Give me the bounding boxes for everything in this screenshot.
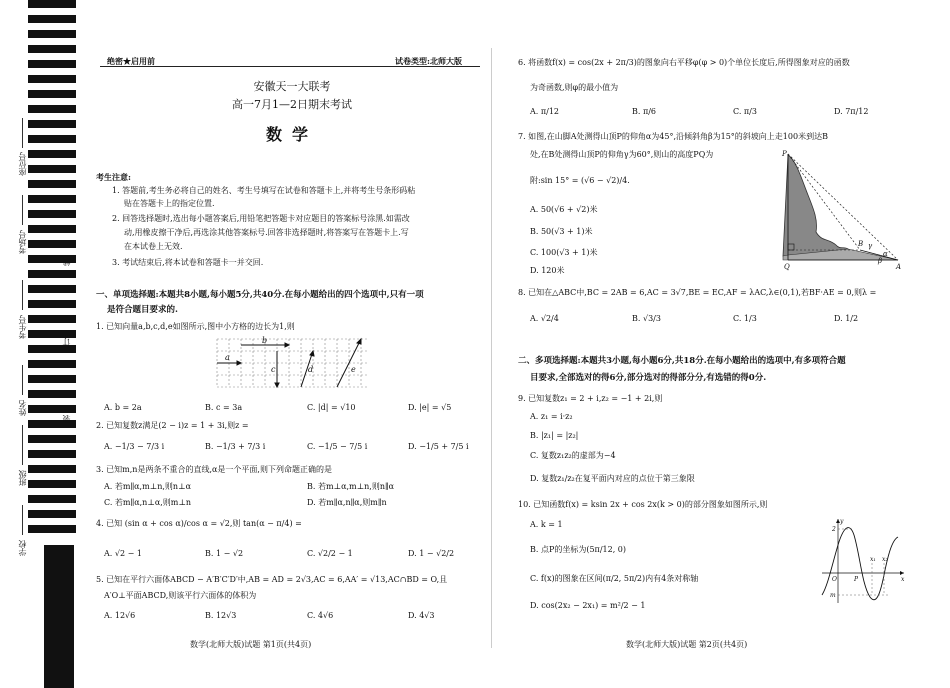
secret-mark: 绝密★启用前: [107, 56, 155, 66]
exam-no-label: 考生号: [18, 315, 27, 339]
q10-option-c: C. f(x)的图象在区间(π/2, 5π/2)内有4条对称轴: [530, 574, 699, 583]
mountain-figure: [778, 150, 906, 272]
vector-c-label: c: [271, 365, 276, 374]
notice-line: 动,用橡皮擦干净后,再选涂其他答案标号.回答非选择题时,将答案写在答题卡上.写: [124, 228, 409, 237]
section2-heading-cont: 目要求,全部选对的得6分,部分选对的得部分分,有选错的得0分.: [530, 373, 767, 383]
point-p-graph-label: P: [854, 576, 859, 583]
q1-vector-grid: [212, 334, 372, 400]
notice-line: 3. 考试结束后,将本试卷和答题卡一并交回.: [112, 258, 264, 267]
q7-hint: 附:sin 15° = (√6 − √2)/4.: [530, 176, 630, 185]
q2-option-d: D. −1/5 + 7/5 i: [408, 442, 469, 451]
q5-option-c: C. 4√6: [307, 611, 334, 620]
q5-option-d: D. 4√3: [408, 611, 435, 620]
gamma-label: γ: [868, 242, 873, 250]
point-a-label: A: [896, 263, 902, 271]
q2-option-a: A. −1/3 − 7/3 i: [104, 442, 165, 451]
q10-option-a: A. k = 1: [530, 520, 563, 529]
section1-heading: 一、单项选择题:本题共8小题,每小题5分,共40分.在每小题给出的四个选项中,只有一项: [96, 290, 424, 300]
q3-option-a: A. 若m∥α,m⊥n,则n⊥α: [104, 482, 191, 491]
beta-label: β: [878, 257, 883, 265]
q6-option-c: C. π/3: [733, 107, 757, 116]
q7-stem-cont: 处,在B处测得山顶P的仰角γ为60°,则山的高度PQ为: [530, 150, 714, 159]
q5-stem-cont: A′O⊥平面ABCD,则该平行六面体的体积为: [104, 591, 257, 600]
notice-title: 考生注意:: [96, 172, 131, 182]
class-label: 班级: [18, 470, 27, 486]
q4-stem: 4. 已知 (sin α + cos α)/cos α = √2,则 tan(α − π/4) =: [96, 519, 302, 528]
vector-a-label: a: [225, 353, 230, 362]
vector-b-label: b: [262, 336, 268, 345]
exam-subtitle: 高一7月1—2日期末考试: [232, 98, 352, 111]
q3-option-b: B. 若m⊥α,m⊥n,则n∥α: [307, 482, 395, 491]
q5-stem: 5. 已知在平行六面体ABCD − A′B′C′D′中,AB = AD = 2√3,AC = 6,AA′ = √13,AC∩BD = O,且: [96, 575, 448, 584]
name-line: [22, 365, 23, 395]
q8-option-b: B. √3/3: [632, 314, 661, 323]
q10-option-d: D. cos(2x₂ − 2x₁) = m²/2 − 1: [530, 601, 646, 610]
cut-line-label: 线: [62, 258, 71, 266]
m-label: m: [830, 592, 836, 599]
q6-option-b: B. π/6: [632, 107, 657, 116]
page-divider: [491, 48, 492, 648]
notice-line: 在本试卷上无效.: [124, 242, 183, 251]
q7-option-b: B. 50(√3 + 1)米: [530, 227, 593, 236]
q5-option-a: A. 12√6: [104, 611, 136, 620]
y-two-label: 2: [832, 526, 836, 533]
q7-option-d: D. 120米: [530, 266, 565, 275]
q6-option-a: A. π/12: [530, 107, 559, 116]
q8-option-c: C. 1/3: [733, 314, 757, 323]
alpha-label: α: [883, 250, 888, 258]
school-label: 学校: [18, 540, 27, 556]
q9-option-d: D. 复数z₁/z₂在复平面内对应的点位于第三象限: [530, 474, 695, 483]
q10-stem: 10. 已知函数f(x) = ksin 2x + cos 2x(k > 0)的部分图象如图所示,则: [518, 500, 768, 509]
q1-option-b: B. c = 3a: [205, 403, 243, 412]
class-line: [22, 425, 23, 465]
section1-heading-cont: 是符合题目要求的.: [107, 305, 178, 315]
q3-option-c: C. 若m∥α,n⊥α,则m⊥n: [104, 498, 192, 507]
q3-option-d: D. 若m∥α,n∥α,则m∥n: [307, 498, 387, 507]
q8-option-d: D. 1/2: [834, 314, 859, 323]
origin-label: O: [832, 576, 837, 583]
x1-label: x₁: [870, 556, 876, 563]
q5-option-b: B. 12√3: [205, 611, 237, 620]
school-line: [22, 505, 23, 535]
q1-option-c: C. |d| = √10: [307, 403, 356, 412]
header-rule: [100, 66, 480, 67]
point-b-label: B: [858, 240, 864, 248]
point-p-label: P: [782, 150, 787, 158]
q9-option-b: B. |z₁| = |z₂|: [530, 431, 579, 440]
notice-line: 贴在答题卡上的指定位置.: [124, 199, 215, 208]
footer-right: 数学(北师大版)试题 第2页(共4页): [626, 640, 748, 649]
q1-option-a: A. b = 2a: [104, 403, 142, 412]
seat-label: 座位号: [18, 152, 27, 176]
point-q-label: Q: [784, 263, 790, 271]
name-label: 姓名: [18, 400, 27, 416]
q9-option-a: A. z₁ = i·z₂: [530, 412, 573, 421]
q4-option-c: C. √2/2 − 1: [307, 549, 353, 558]
notice-line: 1. 答题前,考生务必将自己的姓名、考生号填写在试卷和答题卡上,并将考生号条形码粘: [112, 186, 416, 195]
exam-title: 安徽天一大联考: [253, 80, 331, 93]
q7-option-c: C. 100(√3 + 1)米: [530, 248, 598, 257]
cut-seal-label: 装: [62, 415, 71, 423]
q7-stem: 7. 如图,在山脚A处测得山顶P的仰角α为45°,沿倾斜角β为15°的斜坡向上走100米到达B: [518, 132, 828, 141]
notice-line: 2. 回答选择题时,选出每小题答案后,用铅笔把答题卡对应题目的答案标号涂黑.如需改: [112, 214, 410, 223]
room-line: [22, 195, 23, 225]
q4-option-a: A. √2 − 1: [104, 549, 142, 558]
footer-left: 数学(北师大版)试题 第1页(共4页): [190, 640, 312, 649]
vector-d-label: d: [308, 365, 314, 374]
x-axis-label: x: [901, 576, 905, 583]
q1-option-d: D. |e| = √5: [408, 403, 452, 412]
seat-line: [22, 118, 23, 148]
q8-stem: 8. 已知在△ABC中,BC = 2AB = 6,AC = 3√7,BE = EC,AF = λAC,λ∈(0,1),若BF·AE = 0,则λ =: [518, 288, 877, 297]
x2-label: x₂: [882, 556, 888, 563]
room-label: 考场号: [18, 230, 27, 254]
q1-stem: 1. 已知向量a,b,c,d,e如图所示,图中小方格的边长为1,则: [96, 322, 295, 331]
q6-stem-cont: 为奇函数,则φ的最小值为: [530, 83, 619, 92]
q3-stem: 3. 已知m,n是两条不重合的直线,α是一个平面,则下列命题正确的是: [96, 465, 332, 474]
exam-no-line: [22, 280, 23, 310]
q8-option-a: A. √2/4: [530, 314, 559, 323]
q9-stem: 9. 已知复数z₁ = 2 + i,z₂ = −1 + 2i,则: [518, 394, 663, 403]
q10-option-b: B. 点P的坐标为(5π/12, 0): [530, 545, 626, 554]
q6-stem: 6. 将函数f(x) = cos(2x + 2π/3)的图象向右平移φ(φ > 0)个单位长度后,所得图象对应的函数: [518, 58, 850, 67]
cut-bind-label: 订: [62, 338, 71, 346]
section2-heading: 二、多项选择题:本题共3小题,每小题6分,共18分.在每小题给出的选项中,有多项符合题: [518, 356, 846, 366]
q4-option-b: B. 1 − √2: [205, 549, 244, 558]
binding-bar: [44, 545, 74, 688]
sine-graph: [818, 515, 908, 607]
subject-title: 数学: [265, 125, 318, 144]
q2-stem: 2. 已知复数z满足(2 − i)z = 1 + 3i,则z =: [96, 421, 249, 430]
y-axis-label: y: [840, 518, 844, 525]
q2-option-b: B. −1/3 + 7/3 i: [205, 442, 266, 451]
q6-option-d: D. 7π/12: [834, 107, 869, 116]
exam-type: 试卷类型:北师大版: [395, 56, 462, 66]
vector-e-label: e: [351, 365, 356, 374]
q7-option-a: A. 50(√6 + √2)米: [530, 205, 598, 214]
q2-option-c: C. −1/5 − 7/5 i: [307, 442, 368, 451]
q9-option-c: C. 复数z₁z₂的虚部为−4: [530, 451, 616, 460]
q4-option-d: D. 1 − √2/2: [408, 549, 455, 558]
